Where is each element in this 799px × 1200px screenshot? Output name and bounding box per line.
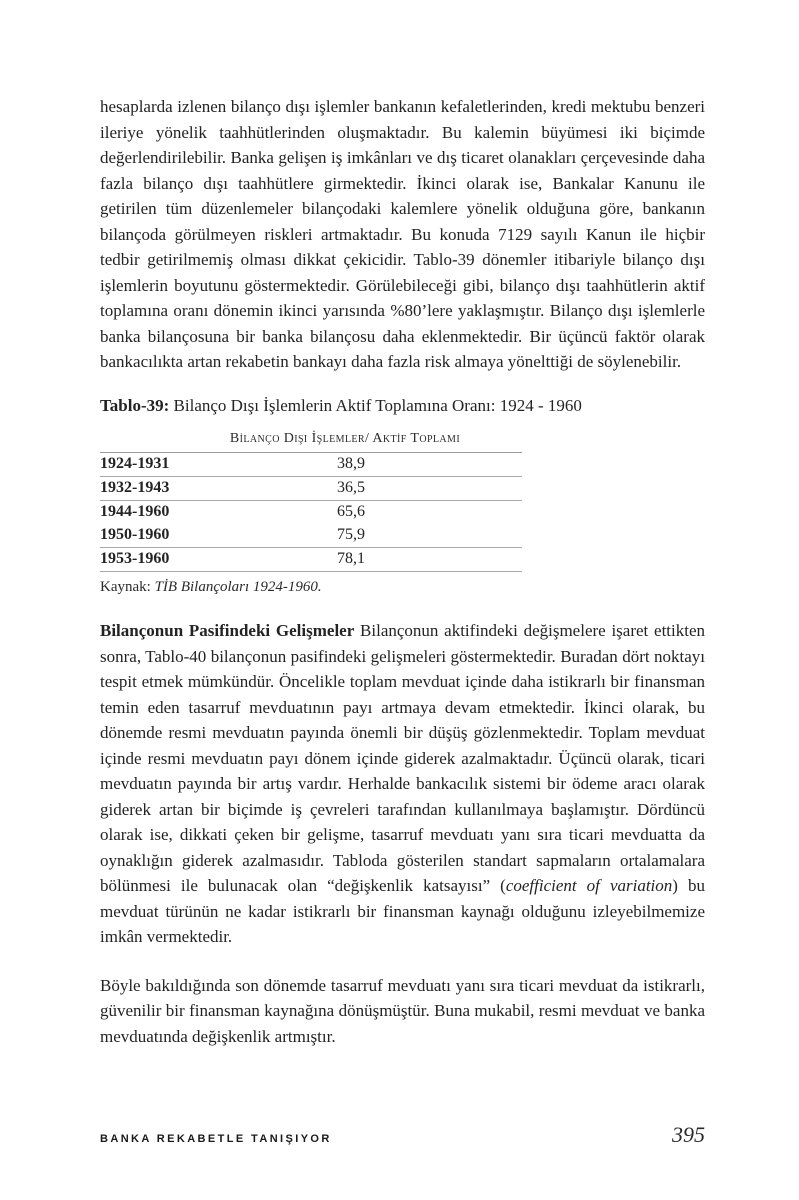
pasif-text-a: Bilançonun aktifindeki değişmelere işaret ettikten sonra, Tablo-40 bilançonun pasifindeki gelişmeleri göstermektedir. Buradan dört noktayı tespit etmek mümkündür. Öncelikle toplam mevduat içinde daha istikrarlı bir finansman temin eden tasarruf mevduatının payı artmaya devam etmektedir. İkinci olarak, bu dönemde resmi mevduatın payında önemli bir düşüş gözlenmektedir. Toplam mevduat içinde resmi mevduatın payı dönem içinde giderek azalmaktadır. Üçüncü olarak, ticari mevduatın payında bir artış vardır. Herhalde bankacılık sistemi bir ödeme aracı olarak giderek artan bir biçimde iş çevreleri tarafından kullanılmaya başlamıştır. Dördüncü olarak ise, dikkati çeken bir gelişme, tasarruf mevduatı yanı sıra ticari mevduatta da oynaklığın giderek azalmasıdır. Tabloda gösterilen standart sapmaların ortalamalara bölünmesi ile bulunacak olan “değişkenlik katsayısı” ( [100,621,706,895]
period-cell: 1944-1960 [100,503,170,520]
period-cell: 1950-1960 [100,526,170,543]
run-in-heading: Bilançonun Pasifindeki Gelişmeler [100,621,355,640]
table-title-text: Bilanço Dışı İşlemlerin Aktif Toplamına Oranı: 1924 - 1960 [173,395,582,415]
value-cell: 75,9 [337,526,365,543]
table-header-row [100,431,522,453]
period-cell: 1953-1960 [100,550,170,567]
table-column-header: Bilanço Dışı İşlemler/ Aktif Toplamı [100,431,522,453]
paragraph-pasif-section [100,618,705,950]
paragraph-opening: hesaplarda izlenen bilanço dışı işlemler bankanın kefaletlerinden, kredi mektubu benzeri ileriye yönelik taahhütlerinden oluşmaktadır. Bu kalemin büyümesi iki biçimde değerlendirilebilir. Banka gelişen iş imkânları ve dış ticaret olanakları çerçevesinde daha fazla bilanço dışı taahhütlere girmektedir. İkinci olarak ise, Bankalar Kanunu ile getirilen tüm düzenlemeler bilançodaki kalemlere yönelik olduğuna göre, bankanın bilançoda görülmeyen riskleri artmaktadır. Bu konuda 7129 sayılı Kanun ile hiçbir tedbir getirilmemiş olması dikkat çekicidir. Tablo-39 dönemler itibariyle bilanço dışı işlemlerin boyutunu göstermektedir. Görülebileceği gibi, bilanço dışı taahhütlerin aktif toplamına oranı dönemin ikinci yarısında %80’lere yaklaşmıştır. Bilanço dışı işlemlerle banka bilançosuna bir banka bilançosu daha eklenmektedir. Bir üçüncü faktör olarak bankacılıkta artan rekabetin bankayı daha fazla risk almaya yönelttiği de söylenebilir. [100,97,705,371]
paragraph-closing: Böyle bakıldığında son dönemde tasarruf mevduatı yanı sıra ticari mevduat da istikrarlı, güvenilir bir finansman kaynağına dönüşmüştür. Buna mukabil, resmi mevduat ve banka mevduatında değişkenlik artmıştır. [100,975,705,1046]
pasif-text-b: ) bu mevduat türünün ne kadar istikrarlı bir finansman kaynağı olduğunu izleyebilmemize imkân vermektedir. [100,876,706,946]
pasif-italic-term: coefficient of variation [505,876,673,895]
source-label: Kaynak: [100,579,151,595]
running-head: BANKA REKABETLE TANIŞIYOR [100,1133,332,1145]
table-39 [100,431,522,572]
table-row [100,548,522,572]
value-cell: 65,6 [337,503,365,520]
page-content [100,94,705,1049]
source-reference: TİB Bilançoları 1924-1960. [154,579,322,595]
table-row [100,453,522,477]
value-cell: 38,9 [337,455,365,472]
value-cell: 36,5 [337,479,365,496]
table-title-label: Tablo-39: [100,395,170,415]
page-footer [100,1122,705,1148]
table-source-note [100,577,705,597]
table-row [100,477,522,501]
table-title [100,393,705,419]
value-cell: 78,1 [337,550,365,567]
page-number: 395 [672,1122,705,1147]
table-row [100,501,522,525]
table-row [100,524,522,548]
period-cell: 1924-1931 [100,455,170,472]
period-cell: 1932-1943 [100,479,170,496]
